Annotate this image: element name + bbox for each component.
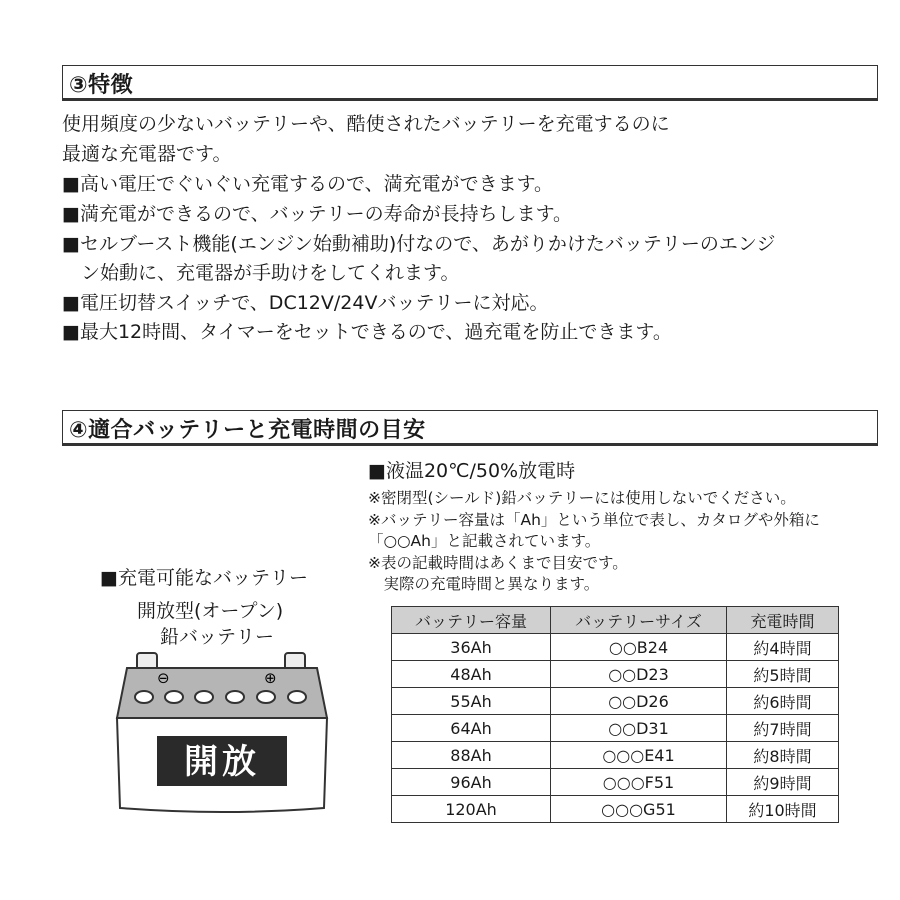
feature-line: ■電圧切替スイッチで、DC12V/24Vバッテリーに対応。 [62, 292, 549, 314]
cell-capacity: 48Ah [392, 661, 551, 688]
battery-label-text: 開放 [184, 742, 260, 782]
feature-line: 使用頻度の少ないバッテリーや、酷使されたバッテリーを充電するのに [62, 113, 670, 135]
note-line: 実際の充電時間と異なります。 [368, 575, 600, 593]
note-line: ※表の記載時間はあくまで目安です。 [368, 554, 628, 572]
battery-illustration-icon [112, 648, 332, 818]
table-row [392, 661, 839, 688]
table-header-row [392, 607, 839, 634]
cell-charge-time: 約7時間 [727, 715, 839, 742]
table-row [392, 634, 839, 661]
table-row [392, 742, 839, 769]
cell-charge-time: 約8時間 [727, 742, 839, 769]
section-3-header [62, 65, 878, 101]
cell-size: ○○B24 [551, 634, 727, 661]
section-3-title: ③特徴 [69, 73, 134, 98]
section-4-title: ④適合バッテリーと充電時間の目安 [69, 418, 426, 443]
cell-capacity: 120Ah [392, 796, 551, 823]
cell-charge-time: 約10時間 [727, 796, 839, 823]
battery-type-line: 開放型(オープン) [137, 600, 284, 622]
cell-capacity: 88Ah [392, 742, 551, 769]
cell-size: ○○○G51 [551, 796, 727, 823]
cell-size: ○○D31 [551, 715, 727, 742]
feature-line: ■高い電圧でぐいぐい充電するので、満充電ができます。 [62, 173, 554, 195]
plus-symbol: ⊕ [264, 669, 277, 687]
header-size: バッテリーサイズ [551, 607, 727, 634]
cell-charge-time: 約5時間 [727, 661, 839, 688]
table-row [392, 688, 839, 715]
minus-symbol: ⊖ [157, 669, 170, 687]
cell-size: ○○D26 [551, 688, 727, 715]
note-line: 「○○Ah」と記載されています。 [368, 532, 601, 550]
cell-capacity: 96Ah [392, 769, 551, 796]
feature-line: 最適な充電器です。 [62, 143, 232, 165]
feature-line: ■満充電ができるので、バッテリーの寿命が長持ちします。 [62, 203, 573, 225]
table-row [392, 769, 839, 796]
cell-capacity: 55Ah [392, 688, 551, 715]
note-line: ※バッテリー容量は「Ah」という単位で表し、カタログや外箱に [368, 511, 820, 529]
battery-type-line: 鉛バッテリー [160, 626, 275, 648]
feature-line: ン始動に、充電器が手助けをしてくれます。 [62, 262, 460, 284]
cell-charge-time: 約4時間 [727, 634, 839, 661]
cell-size: ○○D23 [551, 661, 727, 688]
cell-capacity: 64Ah [392, 715, 551, 742]
cell-capacity: 36Ah [392, 634, 551, 661]
section-4-header [62, 410, 878, 446]
chargeable-battery-heading: ■充電可能なバッテリー [100, 567, 308, 589]
cell-charge-time: 約6時間 [727, 688, 839, 715]
table-row [392, 715, 839, 742]
feature-line: ■セルブースト機能(エンジン始動補助)付なので、あがりかけたバッテリーのエンジ [62, 233, 776, 255]
feature-line: ■最大12時間、タイマーをセットできるので、過充電を防止できます。 [62, 321, 672, 343]
battery-spec-table [391, 606, 839, 823]
condition-heading: ■液温20℃/50%放電時 [368, 460, 576, 482]
cell-size: ○○○E41 [551, 742, 727, 769]
cell-charge-time: 約9時間 [727, 769, 839, 796]
note-line: ※密閉型(シールド)鉛バッテリーには使用しないでください。 [368, 489, 796, 507]
cell-size: ○○○F51 [551, 769, 727, 796]
header-capacity: バッテリー容量 [392, 607, 551, 634]
header-charge-time: 充電時間 [727, 607, 839, 634]
table-row [392, 796, 839, 823]
